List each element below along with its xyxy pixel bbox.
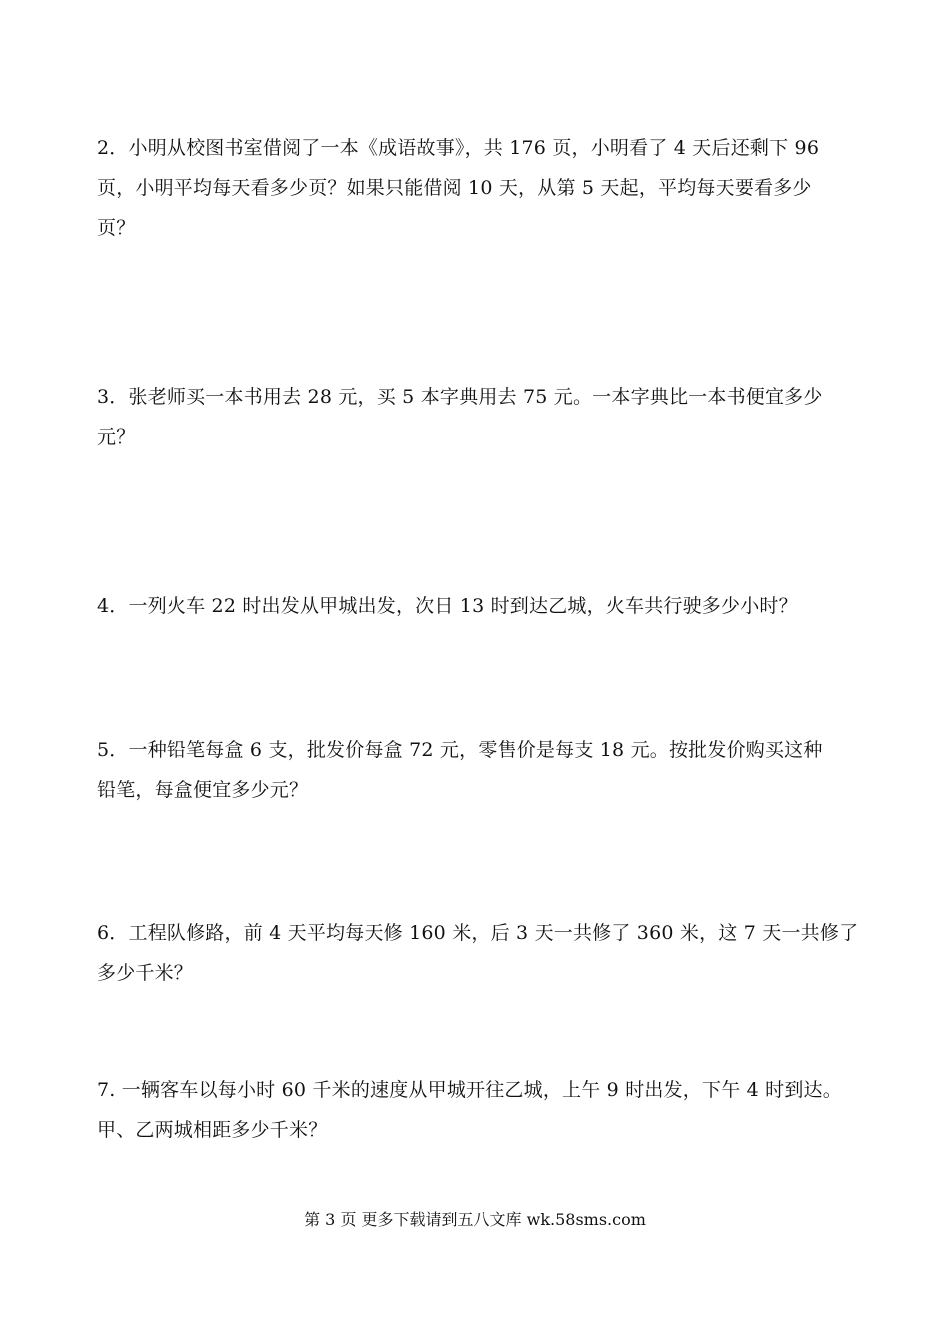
question-2-line-2: 页，小明平均每天看多少页？如果只能借阅 10 天，从第 5 天起，平均每天要看多少 (97, 177, 812, 199)
question-7 (97, 1070, 867, 1150)
question-5-line-1: 5．一种铅笔每盒 6 支，批发价每盒 72 元，零售价是每支 18 元。按批发价购买这种 (97, 739, 823, 761)
question-3 (97, 377, 867, 457)
question-4-line-1: 4．一列火车 22 时出发从甲城出发，次日 13 时到达乙城，火车共行驶多少小时？ (97, 595, 798, 617)
question-6 (97, 913, 867, 993)
question-2-line-3: 页？ (97, 217, 136, 239)
question-2-line-1: 2．小明从校图书室借阅了一本《成语故事》，共 176 页，小明看了 4 天后还剩下 96 (97, 137, 820, 159)
question-5-line-2: 铅笔，每盒便宜多少元？ (97, 779, 309, 801)
question-3-line-1: 3．张老师买一本书用去 28 元，买 5 本字典用去 75 元。一本字典比一本书便宜多少 (97, 386, 823, 408)
question-2 (97, 128, 867, 248)
question-4 (97, 586, 867, 626)
question-3-line-2: 元？ (97, 426, 136, 448)
question-7-line-1: 7. 一辆客车以每小时 60 千米的速度从甲城开往乙城，上午 9 时出发，下午 4 时到达。 (97, 1079, 842, 1101)
question-7-line-2: 甲、乙两城相距多少千米？ (97, 1119, 328, 1141)
page-footer: 第 3 页 更多下载请到五八文库 wk.58sms.com (304, 1210, 646, 1229)
question-6-line-1: 6．工程队修路，前 4 天平均每天修 160 米，后 3 天一共修了 360 米，这 7 天一共修了 (97, 922, 859, 944)
question-6-line-2: 多少千米？ (97, 962, 194, 984)
question-5 (97, 730, 867, 810)
